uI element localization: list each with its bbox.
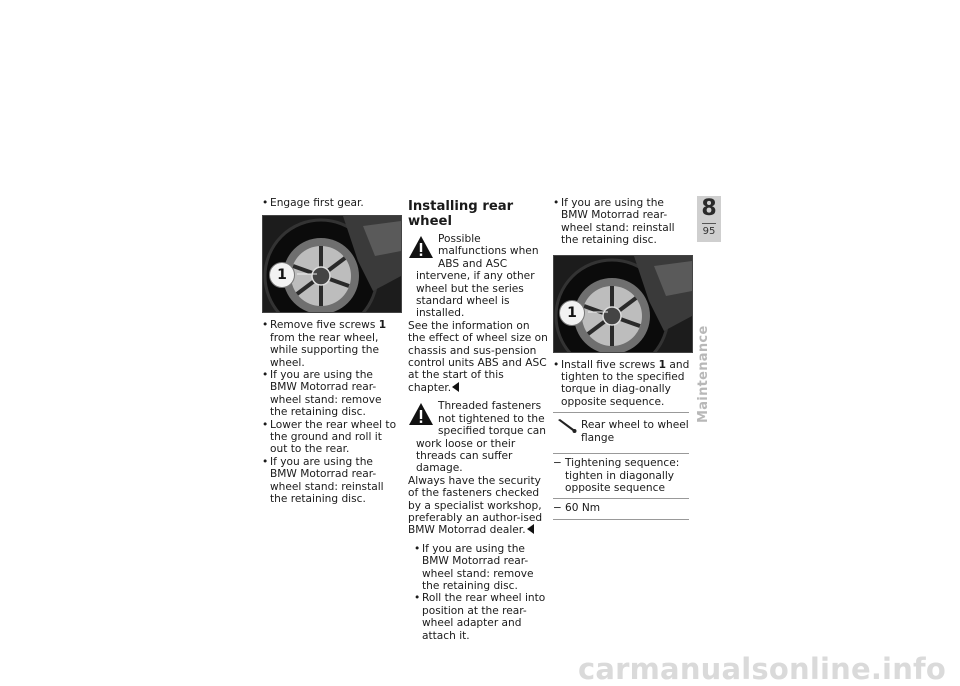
spec-torque-row [553, 499, 689, 519]
screw-reference: 1 [378, 319, 387, 332]
warning-fasteners [408, 400, 548, 536]
warning-text: Possible malfunctions when ABS and ASC intervene, if any other wheel but the series standard wheel is installed. [416, 233, 539, 320]
spec-sequence-row [553, 454, 689, 499]
step-remove-screws [262, 319, 402, 369]
column-2 [408, 197, 548, 642]
chapter-number: 8 [701, 196, 717, 221]
step-remove-disc: • If you are using the BMW Motorrad rear-wheel stand: remove the retaining disc. [262, 369, 402, 419]
column-3 [553, 197, 693, 520]
chapter-tab [697, 196, 721, 242]
end-marker-icon [452, 382, 459, 392]
callout-screws: 1 [559, 300, 585, 326]
torque-spec-table [553, 412, 689, 520]
step-roll-wheel: • Roll the rear wheel into position at the rear-wheel adapter and attach it. [414, 592, 548, 642]
step-text: Remove five screws [270, 319, 379, 332]
spec-torque: − 60 Nm [553, 502, 689, 514]
step-engage-gear: • Engage first gear. [262, 197, 402, 209]
step-remove-disc: • If you are using the BMW Motorrad rear-wheel stand: remove the retaining disc. [414, 543, 548, 593]
column-1 [262, 197, 402, 506]
step-reinstall-disc: • If you are using the BMW Motorrad rear-wheel stand: reinstall the retaining disc. [553, 197, 693, 247]
screw-reference: 1 [658, 358, 666, 371]
step-list-1 [262, 197, 402, 209]
step-text: and tighten to the specified torque in diag-onally opposite sequence. [561, 358, 690, 408]
torque-wrench-icon [557, 419, 577, 433]
tab-divider [702, 223, 716, 224]
step-text: Install five screws [561, 358, 659, 371]
page-number: 95 [702, 226, 716, 237]
warning-advice [408, 475, 548, 537]
section-heading: Installing rear wheel [408, 199, 514, 229]
spec-header [553, 413, 689, 454]
advice-text: Always have the security of the fasteners checked by a specialist workshop, preferably an author-ised BMW Motorrad dealer. [408, 474, 543, 537]
advice-text: See the information on the effect of wheel size on chassis and sus-pension control units ABS and ASC at the start of this chapter. [408, 319, 548, 394]
warning-advice [408, 320, 548, 394]
warning-triangle-icon [408, 235, 434, 259]
step-list-2 [262, 319, 402, 505]
spec-sequence: − Tightening sequence: tighten in diagonally opposite sequence [553, 457, 689, 494]
warning-abs [408, 233, 548, 394]
step-list-4 [553, 197, 693, 247]
photo-rear-wheel-removal [262, 215, 402, 313]
section-label: Maintenance [696, 325, 711, 423]
warning-text: Threaded fasteners not tightened to the specified torque can work loose or their threads can suffer damage. [416, 400, 546, 475]
callout-screws: 1 [269, 262, 295, 288]
warning-triangle-icon [408, 402, 434, 426]
step-list-5 [553, 359, 693, 409]
step-install-screws [553, 359, 693, 409]
step-list-3 [414, 543, 548, 642]
watermark: carmanualsonline.info [577, 651, 946, 686]
photo-rear-wheel-install [553, 255, 693, 353]
step-text: from the rear wheel, while supporting the wheel. [270, 331, 379, 369]
end-marker-icon [527, 524, 534, 534]
step-reinstall-disc: • If you are using the BMW Motorrad rear-wheel stand: reinstall the retaining disc. [262, 456, 402, 506]
step-lower-wheel: • Lower the rear wheel to the ground and roll it out to the rear. [262, 419, 402, 456]
spec-title: Rear wheel to wheel flange [581, 419, 689, 444]
